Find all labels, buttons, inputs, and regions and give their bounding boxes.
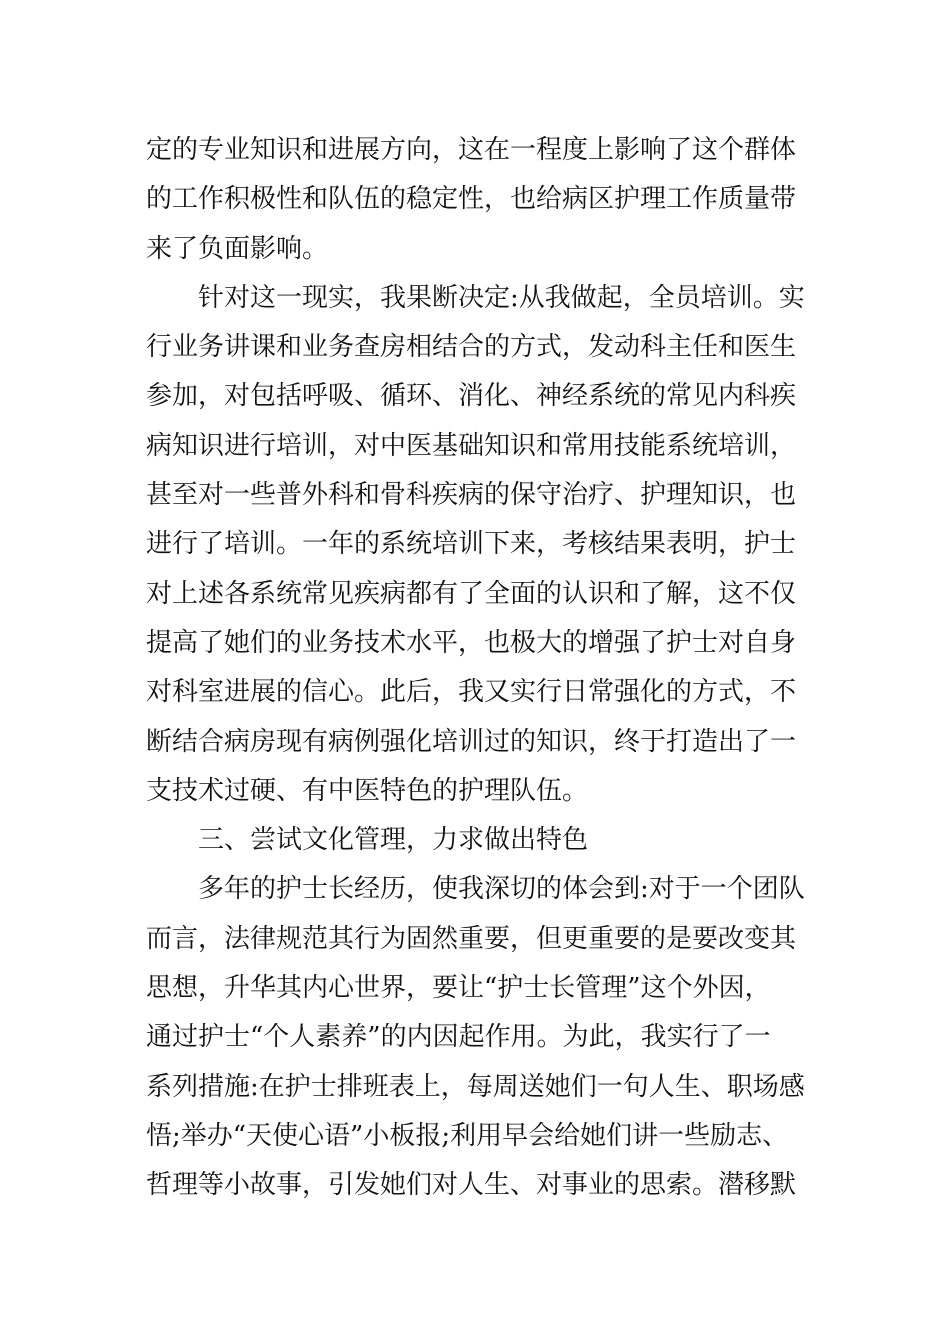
- text-line: 来了负面影响。: [146, 233, 329, 264]
- text-line: 系列措施:在护士排班表上，每周送她们一句人生、职场感: [146, 1071, 805, 1102]
- text-line: 进行了培训。一年的系统培训下来，考核结果表明，护士: [146, 529, 797, 560]
- text-line: 提高了她们的业务技术水平，也极大的增强了护士对自身: [146, 627, 797, 658]
- text-line: 对上述各系统常见疾病都有了全面的认识和了解，这不仅: [146, 578, 797, 609]
- paragraph-first-line: 多年的护士长经历，使我深切的体会到:对于一个团队: [198, 874, 805, 905]
- text-line: 思想，升华其内心世界，要让“护士长管理”这个外因，: [146, 973, 771, 1004]
- text-line: 对科室进展的信心。此后，我又实行日常强化的方式，不: [146, 677, 797, 708]
- text-line: 悟;举办“天使心语”小板报;利用早会给她们讲一些励志、: [146, 1120, 789, 1151]
- paragraph-first-line: 三、尝试文化管理，力求做出特色: [198, 825, 589, 856]
- text-line: 病知识进行培训，对中医基础知识和常用技能系统培训，: [146, 430, 797, 461]
- document-body: [146, 126, 826, 1211]
- text-line: 哲理等小故事，引发她们对人生、对事业的思索。潜移默: [146, 1170, 797, 1201]
- text-line: 甚至对一些普外科和骨科疾病的保守治疗、护理知识，也: [146, 480, 797, 511]
- text-line: 而言，法律规范其行为固然重要，但更重要的是要改变其: [146, 923, 797, 954]
- text-line: 定的专业知识和进展方向，这在一程度上影响了这个群体: [146, 135, 797, 165]
- text-line: 的工作积极性和队伍的稳定性，也给病区护理工作质量带: [146, 184, 797, 215]
- text-line: 通过护士“个人素养”的内因起作用。为此，我实行了一: [146, 1022, 771, 1053]
- text-line: 参加，对包括呼吸、循环、消化、神经系统的常见内科疾: [146, 381, 797, 412]
- paragraph-first-line: 针对这一现实，我果断决定:从我做起，全员培训。实: [198, 282, 805, 313]
- text-line: 支技术过硬、有中医特色的护理队伍。: [146, 775, 589, 806]
- text-line: 断结合病房现有病例强化培训过的知识，终于打造出了一: [146, 726, 797, 757]
- text-line: 行业务讲课和业务查房相结合的方式，发动科主任和医生: [146, 332, 797, 363]
